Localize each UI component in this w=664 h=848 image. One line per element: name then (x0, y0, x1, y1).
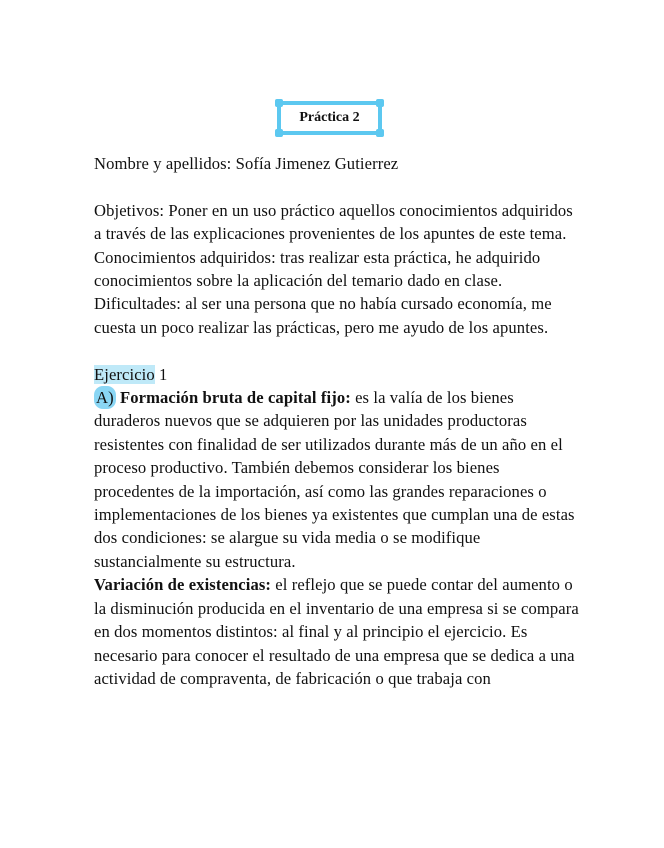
spacer (94, 175, 584, 198)
resize-handle-top-right[interactable] (376, 99, 384, 107)
conocimientos-paragraph: Conocimientos adquiridos: tras realizar esta práctica, he adquirido conocimientos sobre la aplicación del temario dado en clase. (94, 247, 541, 291)
fbcf-text: es la valía de los bienes duraderos nuevos que se adquieren por las unidades productoras resistentes con finalidad de ser utilizados durante más de un año en el proceso productivo. También debemos considerar los bienes procedentes de la importación, así como las grandes reparaciones o implementaciones de los bienes ya existentes que cumplan una de estas dos condiciones: se alargue su vida media o se modifique sustancialmente su estructura. (94, 388, 575, 571)
variacion-term: Variación de existencias: (94, 575, 272, 595)
resize-handle-bottom-left[interactable] (275, 129, 283, 137)
page-title: Práctica 2 (299, 110, 360, 125)
variacion-paragraph (94, 573, 584, 690)
fbcf-paragraph (94, 386, 584, 573)
variacion-text: el reflejo que se puede contar del aumento o la disminución producida en el inventario de una empresa si se compara en dos momentos distintos: al final y al principio el ejercicio. Es necesario para conocer el resultado de una empresa que se dedica a una actividad de compraventa, de fabricación o que trabaja con (94, 575, 579, 688)
document-body (94, 152, 584, 690)
title-box (277, 101, 382, 135)
name-line: Nombre y apellidos: Sofía Jimenez Gutierrez (94, 154, 399, 173)
item-marker: A) (94, 386, 116, 409)
exercise-heading-word: Ejercicio (94, 364, 155, 384)
dificultades-paragraph: Dificultades: al ser una persona que no había cursado economía, me cuesta un poco realizar las prácticas, pero me ayudo de los apuntes. (94, 294, 552, 337)
objetivos-paragraph: Objetivos: Poner en un uso práctico aquellos conocimientos adquiridos a través de las explicaciones provenientes de los apuntes de este tema. (94, 200, 573, 244)
fbcf-term: Formación bruta de capital fijo: (119, 388, 351, 408)
resize-handle-top-left[interactable] (275, 99, 283, 107)
spacer (94, 339, 584, 362)
exercise-heading-number: 1 (154, 364, 168, 384)
exercise-heading (94, 363, 584, 386)
resize-handle-bottom-right[interactable] (376, 129, 384, 137)
